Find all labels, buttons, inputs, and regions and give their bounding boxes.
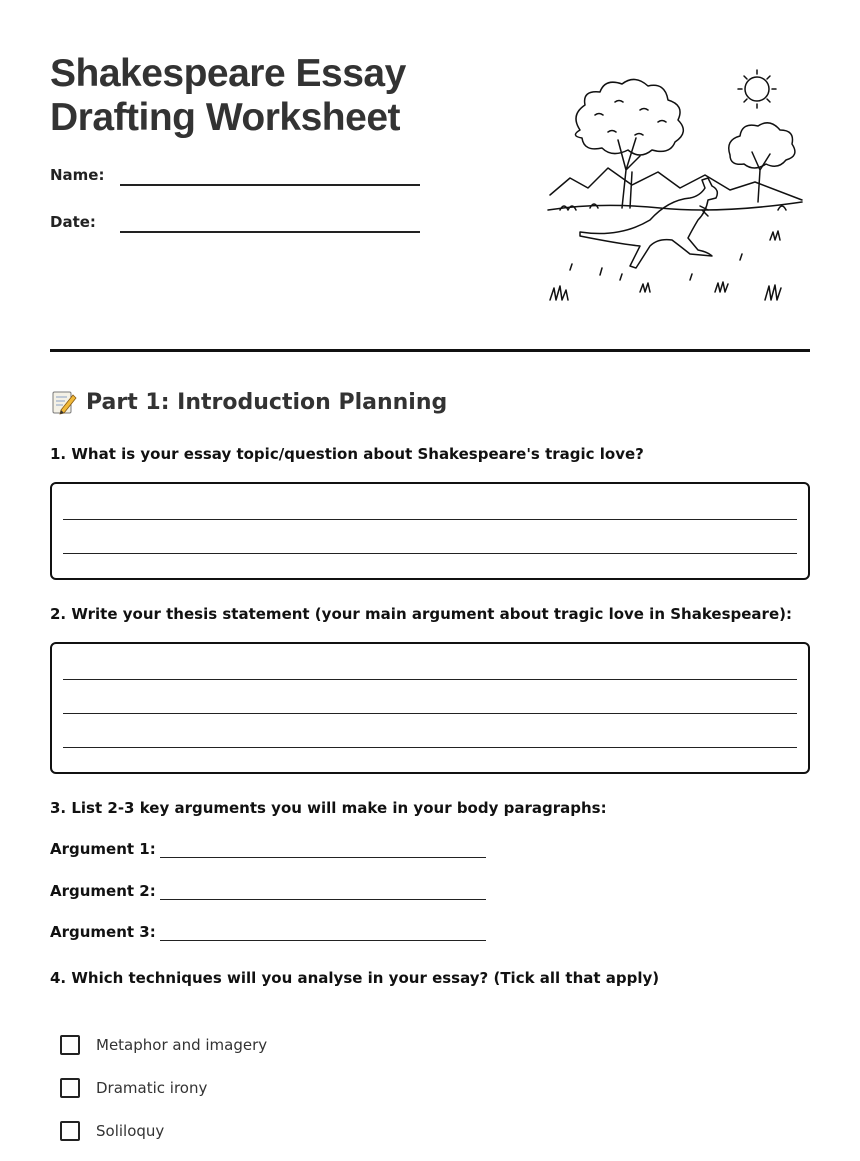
- question-2: 2. Write your thesis statement (your main argument about tragic love in Shakespeare):: [50, 605, 792, 623]
- writing-line: [63, 713, 797, 714]
- checkbox[interactable]: [60, 1121, 80, 1141]
- grass-tufts: [550, 204, 786, 300]
- argument-label: Argument 1:: [50, 840, 156, 858]
- writing-line: [63, 747, 797, 748]
- kangaroo-icon: [580, 178, 717, 268]
- argument-row-1: [50, 840, 486, 858]
- question-1: 1. What is your essay topic/question about Shakespeare's tragic love?: [50, 445, 644, 463]
- small-tree-icon: [729, 123, 795, 202]
- title-line-1: Shakespeare Essay: [50, 52, 406, 95]
- writing-line: [63, 679, 797, 680]
- argument-3-line[interactable]: [160, 940, 486, 941]
- technique-label: Metaphor and imagery: [96, 1036, 268, 1054]
- argument-label: Argument 2:: [50, 882, 156, 900]
- technique-option-1[interactable]: [60, 1035, 267, 1055]
- checkbox[interactable]: [60, 1035, 80, 1055]
- section-heading-part-1: [50, 388, 447, 416]
- argument-row-2: [50, 882, 486, 900]
- writing-line: [63, 519, 797, 520]
- writing-line: [63, 553, 797, 554]
- answer-box-thesis[interactable]: [50, 642, 810, 774]
- question-4: 4. Which techniques will you analyse in your essay? (Tick all that apply): [50, 969, 660, 987]
- name-input-line[interactable]: [120, 184, 420, 186]
- argument-row-3: [50, 923, 486, 941]
- title-line-2: Drafting Worksheet: [50, 96, 400, 139]
- checkbox[interactable]: [60, 1078, 80, 1098]
- date-input-line[interactable]: [120, 231, 420, 233]
- answer-box-topic[interactable]: [50, 482, 810, 580]
- technique-label: Dramatic irony: [96, 1079, 208, 1097]
- date-label: Date:: [50, 213, 96, 231]
- question-3: 3. List 2-3 key arguments you will make in your body paragraphs:: [50, 799, 607, 817]
- technique-label: Soliloquy: [96, 1122, 165, 1140]
- argument-2-line[interactable]: [160, 899, 486, 900]
- name-label: Name:: [50, 166, 105, 184]
- argument-1-line[interactable]: [160, 857, 486, 858]
- large-tree-icon: [575, 79, 683, 208]
- argument-label: Argument 3:: [50, 923, 156, 941]
- kangaroo-landscape-illustration: [540, 60, 810, 310]
- technique-option-2[interactable]: [60, 1078, 207, 1098]
- header-divider: [50, 349, 810, 352]
- sun-icon: [738, 70, 776, 108]
- memo-icon: [50, 388, 78, 416]
- section-heading-text: Part 1: Introduction Planning: [86, 389, 448, 415]
- technique-option-3[interactable]: [60, 1121, 164, 1141]
- worksheet-title: [50, 52, 406, 140]
